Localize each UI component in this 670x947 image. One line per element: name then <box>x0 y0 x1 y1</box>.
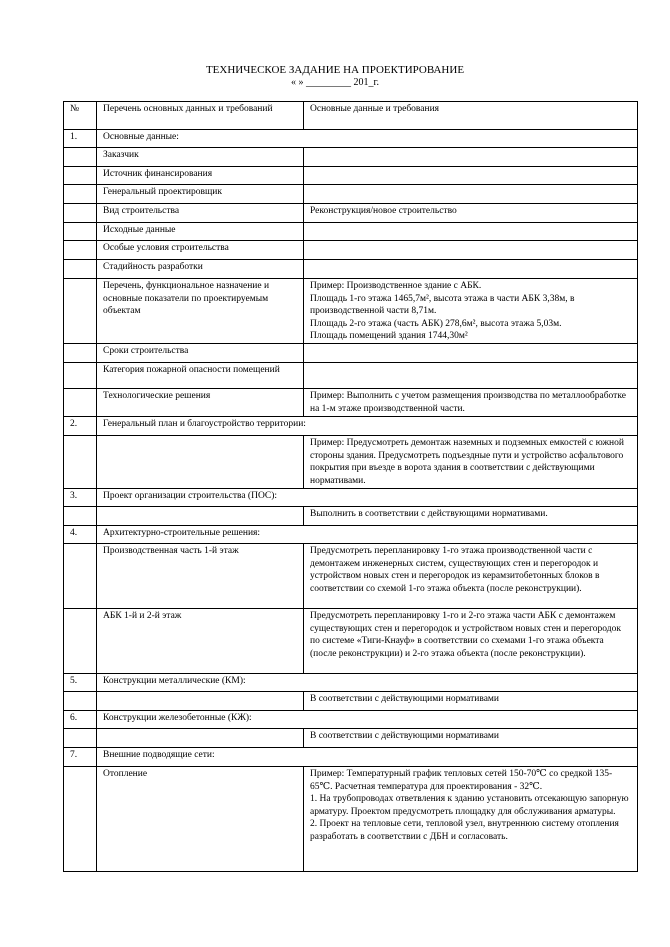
section-heading: Внешние подводящие сети: <box>97 748 638 767</box>
row-number: 2. <box>64 417 97 436</box>
item-label: Вид строительства <box>97 204 304 223</box>
row-number <box>64 729 97 748</box>
table-section-row <box>64 526 638 544</box>
document-date-line: « » _________ 201_г. <box>291 77 379 88</box>
table-section-row <box>64 748 638 767</box>
table-row <box>64 767 638 872</box>
item-label: Генеральный проектировщик <box>97 185 304 204</box>
item-label <box>97 436 304 489</box>
section-heading: Генеральный план и благоустройство территории: <box>97 417 638 436</box>
row-number <box>64 544 97 609</box>
table-row <box>64 260 638 279</box>
table-row <box>64 344 638 363</box>
table-row <box>64 507 638 526</box>
item-value: Предусмотреть перепланировку 1-го и 2-го этажа части АБК с демонтажем существующих стен и перегородок и устройством новых стен и перегородок по системе «Тиги-Кнауф» в соответствии со схемами 1-го этажа объекта (после реконструкции) и 2-го этажа объекта (после реконструкции). <box>304 609 638 674</box>
table-row <box>64 389 638 417</box>
item-value <box>304 148 638 167</box>
row-number <box>64 260 97 279</box>
item-label: АБК 1-й и 2-й этаж <box>97 609 304 674</box>
row-number <box>64 389 97 417</box>
item-value <box>304 363 638 389</box>
item-label: Перечень, функциональное назначение и основные показатели по проектируемым объектам <box>97 279 304 344</box>
item-label: Источник финансирования <box>97 167 304 185</box>
row-number <box>64 167 97 185</box>
table-section-row <box>64 417 638 436</box>
item-value: Пример: Предусмотреть демонтаж наземных и подземных емкостей с южной стороны здания. Предусмотреть подъездные пути и устройство асфальтового покрытия при въезде в ворота здания в соответствии с действующими нормативами. <box>304 436 638 489</box>
table-row <box>64 185 638 204</box>
table-row <box>64 363 638 389</box>
row-number <box>64 507 97 526</box>
table-row <box>64 729 638 748</box>
row-number <box>64 436 97 489</box>
item-label: Отопление <box>97 767 304 872</box>
table-row <box>64 167 638 185</box>
table-section-row <box>64 130 638 148</box>
item-value: Пример: Производственное здание с АБК. Площадь 1-го этажа 1465,7м², высота этажа в части АБК 3,38м, в производственной части 8,71м. Площадь 2-го этажа (часть АБК) 278,6м², высота этажа 5,03м. Площадь помещений здания 1744,30м² <box>304 279 638 344</box>
table-row <box>64 436 638 489</box>
item-value: Выполнить в соответствии с действующими нормативами. <box>304 507 638 526</box>
section-heading: Проект организации строительства (ПОС): <box>97 489 638 507</box>
section-heading: Конструкции железобетонные (КЖ): <box>97 711 638 729</box>
item-label <box>97 507 304 526</box>
item-label <box>97 729 304 748</box>
item-label: Исходные данные <box>97 223 304 241</box>
row-number <box>64 148 97 167</box>
row-number <box>64 344 97 363</box>
section-heading: Основные данные: <box>97 130 638 148</box>
row-number <box>64 241 97 260</box>
section-heading: Архитектурно-строительные решения: <box>97 526 638 544</box>
table-section-row <box>64 489 638 507</box>
header-item-list: Перечень основных данных и требований <box>97 102 304 130</box>
table-section-row <box>64 674 638 692</box>
row-number <box>64 692 97 711</box>
item-label: Заказчик <box>97 148 304 167</box>
row-number <box>64 223 97 241</box>
item-label <box>97 692 304 711</box>
table-row <box>64 692 638 711</box>
table-row <box>64 241 638 260</box>
item-value: В соответствии с действующими нормативами <box>304 729 638 748</box>
row-number <box>64 363 97 389</box>
item-value: Реконструкция/новое строительство <box>304 204 638 223</box>
row-number: 1. <box>64 130 97 148</box>
table-row <box>64 544 638 609</box>
row-number: 7. <box>64 748 97 767</box>
document-title: ТЕХНИЧЕСКОЕ ЗАДАНИЕ НА ПРОЕКТИРОВАНИЕ <box>205 64 465 76</box>
row-number: 5. <box>64 674 97 692</box>
table-row <box>64 279 638 344</box>
item-value: В соответствии с действующими нормативами <box>304 692 638 711</box>
item-value <box>304 223 638 241</box>
item-value <box>304 344 638 363</box>
item-value <box>304 167 638 185</box>
item-label: Сроки строительства <box>97 344 304 363</box>
table-row <box>64 148 638 167</box>
table-row <box>64 223 638 241</box>
item-value <box>304 185 638 204</box>
table-row <box>64 204 638 223</box>
item-value: Пример: Температурный график тепловых сетей 150-70℃ со средкой 135-65℃. Расчетная температура для проектирования - 32℃. 1. На трубопроводах ответвления к зданию установить отсекающую запорную арматуру. Проектом предусмотреть площадку для обслуживания арматуры. 2. Проект на тепловые сети, тепловой узел, внутреннюю систему отопления разработать в соответствии с ДБН и согласовать. <box>304 767 638 872</box>
item-value: Пример: Выполнить с учетом размещения производства по металлообработке на 1-м этаже производственной части. <box>304 389 638 417</box>
requirements-table <box>63 101 638 872</box>
item-label: Технологические решения <box>97 389 304 417</box>
item-value <box>304 260 638 279</box>
row-number: 4. <box>64 526 97 544</box>
item-label: Производственная часть 1-й этаж <box>97 544 304 609</box>
row-number <box>64 767 97 872</box>
row-number <box>64 609 97 674</box>
header-requirements: Основные данные и требования <box>304 102 638 130</box>
table-body <box>64 130 638 872</box>
item-label: Стадийность разработки <box>97 260 304 279</box>
section-heading: Конструкции металлические (КМ): <box>97 674 638 692</box>
row-number <box>64 185 97 204</box>
item-value <box>304 241 638 260</box>
table-section-row <box>64 711 638 729</box>
row-number <box>64 204 97 223</box>
row-number: 6. <box>64 711 97 729</box>
row-number: 3. <box>64 489 97 507</box>
item-label: Особые условия строительства <box>97 241 304 260</box>
table-row <box>64 609 638 674</box>
header-number: № <box>64 102 97 130</box>
item-label: Категория пожарной опасности помещений <box>97 363 304 389</box>
row-number <box>64 279 97 344</box>
item-value: Предусмотреть перепланировку 1-го этажа производственной части с демонтажем инженерных систем, существующих стен и перегородок и устройством новых стен и перегородок из керамзитобетонных блоков в соответствии со схемой 1-го этажа объекта (после реконструкции). <box>304 544 638 609</box>
table-header-row <box>64 102 638 130</box>
